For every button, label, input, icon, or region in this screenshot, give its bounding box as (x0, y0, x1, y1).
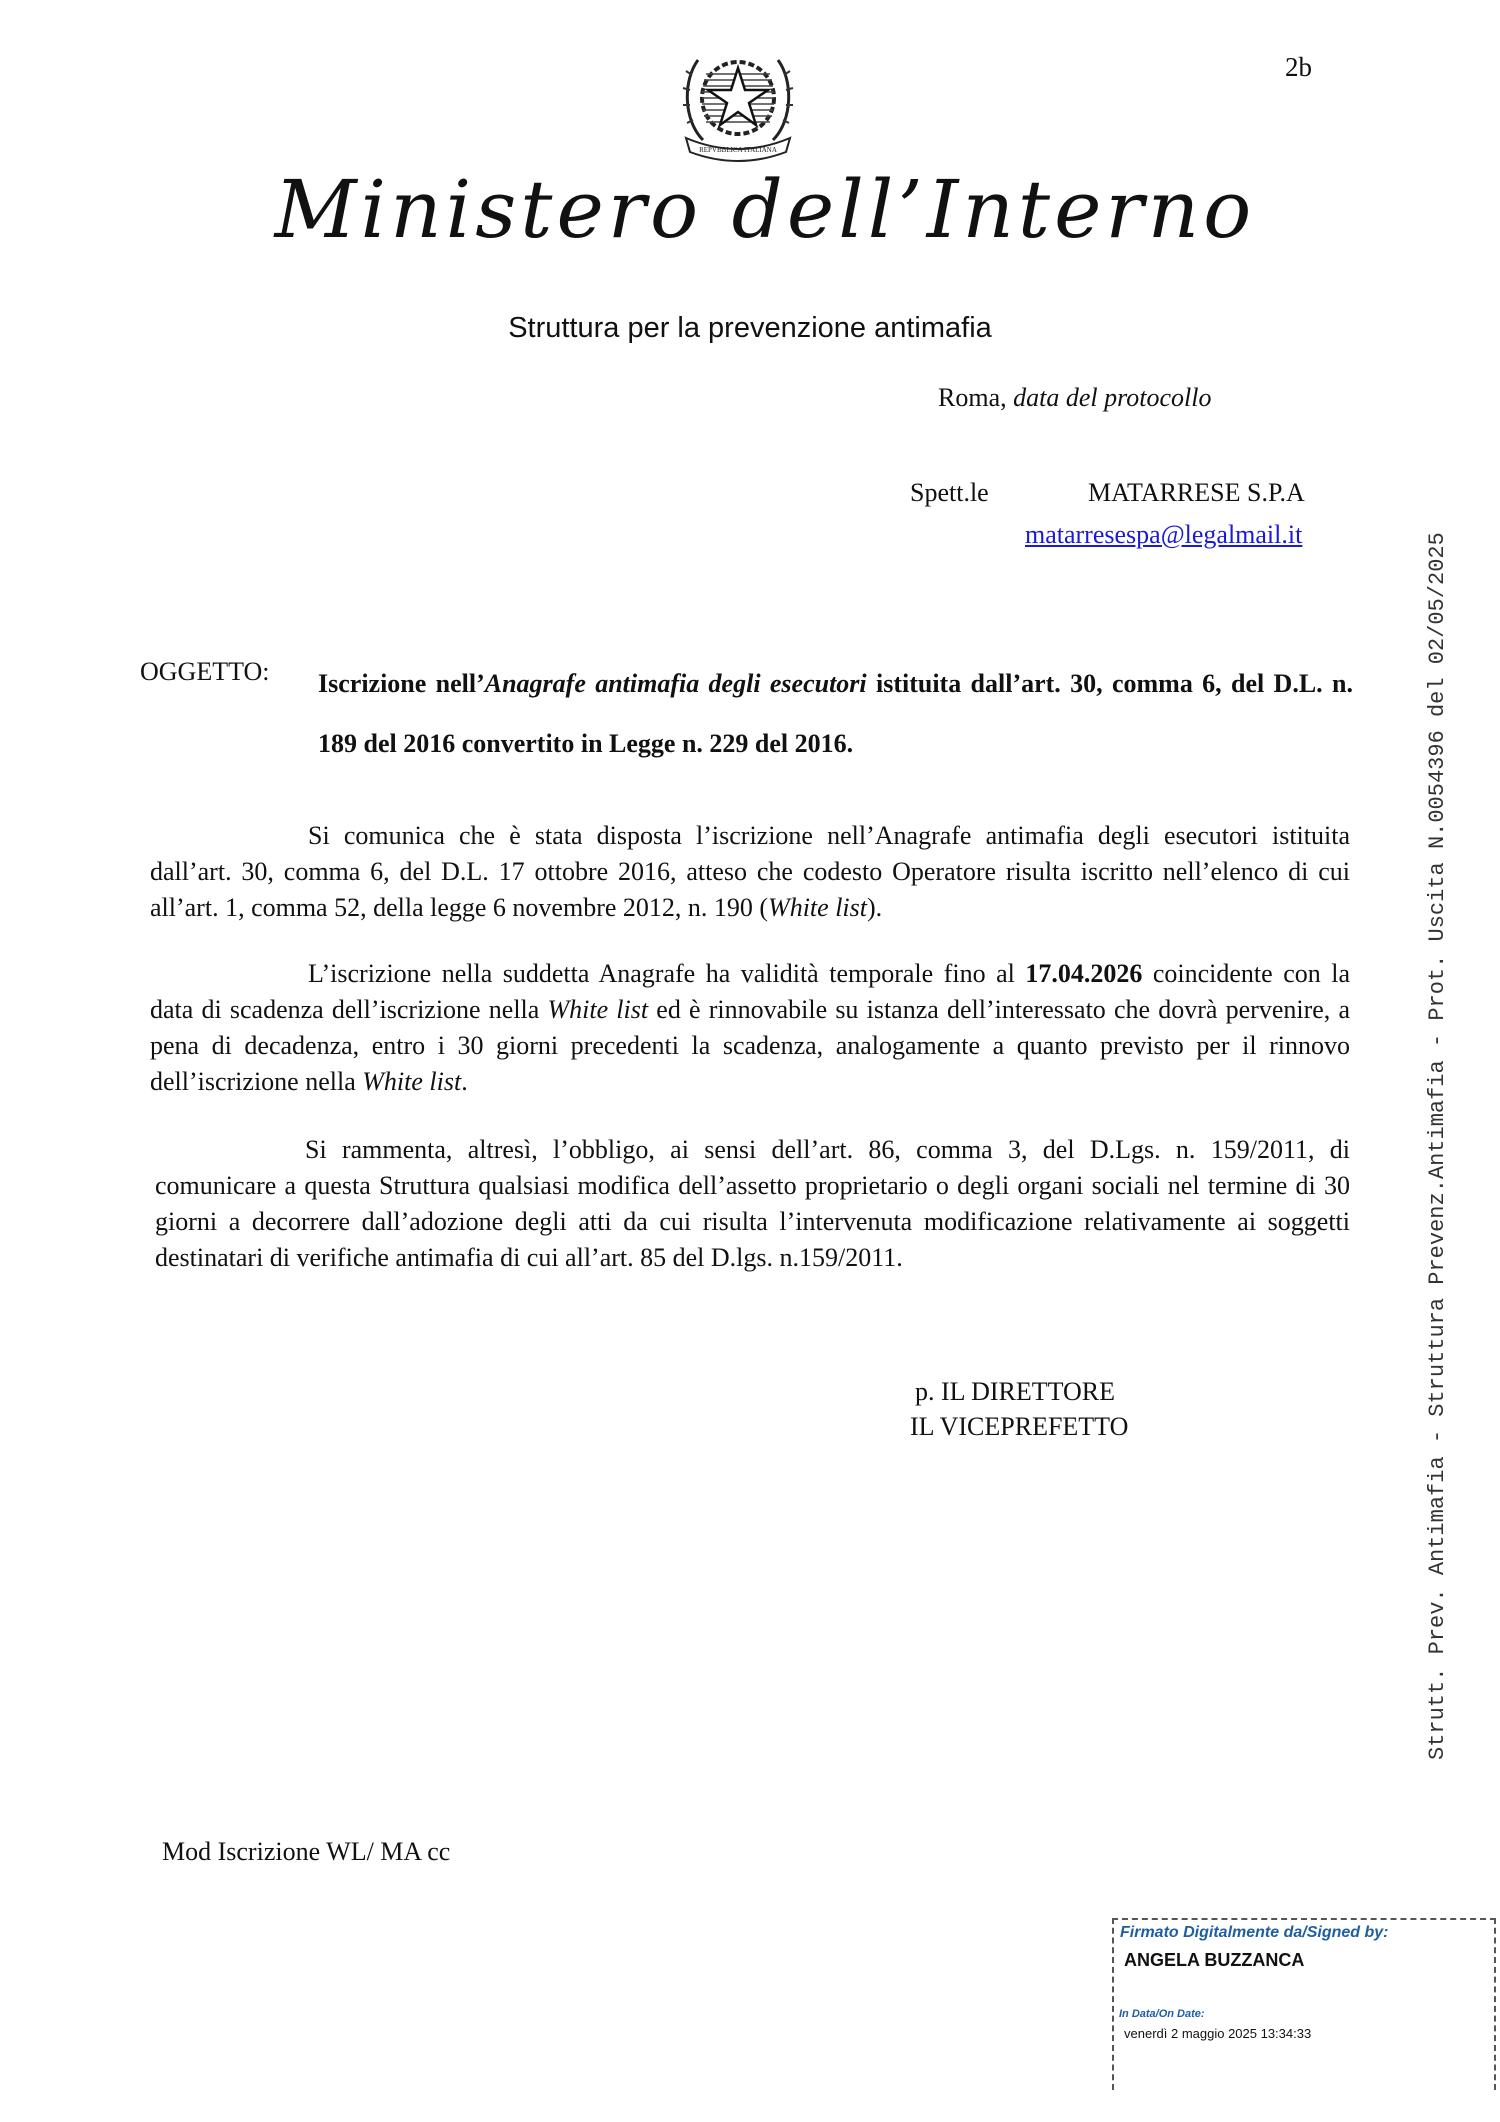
ministry-title: Ministero dell’Interno (274, 163, 1256, 256)
emblem-ribbon-text: REPVBBLICA ITALIANA (699, 146, 777, 154)
subject-part3: istituita dall’art. 30, comma 6, del D.L. n. 189 del 2016 convertito in Legge n. 229 del 2016. (318, 669, 1353, 758)
body-paragraph-2 (150, 956, 1350, 1100)
signature-date-label: In Data/On Date: (1119, 2008, 1205, 2020)
department-name: Struttura per la prevenzione antimafia (508, 312, 992, 344)
signature-date-value: venerdì 2 maggio 2025 13:34:33 (1124, 2026, 1312, 2041)
recipient-name: MATARRESE S.P.A (1088, 478, 1305, 507)
para2-italic2: White list (362, 1067, 462, 1096)
signer-name: ANGELA BUZZANCA (1124, 1950, 1305, 1970)
body-paragraph-1 (150, 818, 1350, 926)
italian-republic-emblem-icon (678, 40, 798, 162)
para3-text: Si rammenta, altresì, l’obbligo, ai sensi dell’art. 86, comma 3, del D.Lgs. n. 159/2011, di comunicare a questa Struttura qualsiasi modifica dell’assetto proprietario o degli organi sociali nel termine di 30 giorni a decorrere dall’adozione degli atti da cui risulta l’intervenuta modificazione relativamente ai soggetti destinatari di verifiche antimafia di cui all’art. 85 del D.lgs. n.159/2011. (155, 1135, 1350, 1272)
subject-italic: Anagrafe antimafia degli esecutori (484, 669, 867, 698)
protocol-stamp: Strutt. Prev. Antimafia - Struttura Prevenz.Antimafia - Prot. Uscita N.0054396 del 02/05/2025 (1425, 532, 1450, 1760)
para2-text2: coincidente con la data di scadenza dell’iscrizione nella (150, 959, 1350, 1024)
salutation: Spett.le (910, 478, 989, 507)
recipient-email-link[interactable]: matarresespa@legalmail.it (1025, 520, 1303, 549)
para2-italic1: White list (547, 995, 649, 1024)
para2-end: . (461, 1067, 468, 1096)
para1-end: ). (866, 893, 883, 922)
signatory-role-1: p. IL DIRETTORE (915, 1377, 1116, 1406)
subject-part1: Iscrizione nell’ (318, 669, 485, 698)
body-paragraph-3 (155, 1132, 1350, 1276)
footer-note: Mod Iscrizione WL/ MA cc (162, 1837, 451, 1866)
validity-date: 17.04.2026 (1025, 959, 1143, 988)
para1-italic: White list (768, 893, 867, 922)
subject-label: OGGETTO: (140, 657, 270, 686)
signatory-role-2: IL VICEPREFETTO (910, 1412, 1129, 1441)
page-number: 2b (1285, 52, 1312, 82)
subject-text (318, 654, 1353, 774)
digital-signature-header: Firmato Digitalmente da/Signed by: (1120, 1924, 1389, 1941)
date-line (938, 383, 1211, 413)
para1-text: Si comunica che è stata disposta l’iscrizione nell’Anagrafe antimafia degli esecutori istituita dall’art. 30, comma 6, del D.L. 17 ottobre 2016, atteso che codesto Operatore risulta iscritto nell’elenco di cui all’art. 1, comma 52, della legge 6 novembre 2012, n. 190 ( (150, 821, 1350, 922)
para2-text3: ed è rinnovabile su istanza dell’interessato che dovrà pervenire, a pena di decadenza, entro i 30 giorni precedenti la scadenza, analogamente a quanto previsto per il rinnovo dell’iscrizione nella (150, 995, 1350, 1096)
protocol-date: data del protocollo (1013, 383, 1212, 412)
city: Roma, (938, 383, 1007, 412)
digital-signature-box (1112, 1918, 1496, 2090)
para2-text1: L’iscrizione nella suddetta Anagrafe ha validità temporale fino al (308, 959, 1026, 988)
emblem-graphic (678, 40, 798, 162)
